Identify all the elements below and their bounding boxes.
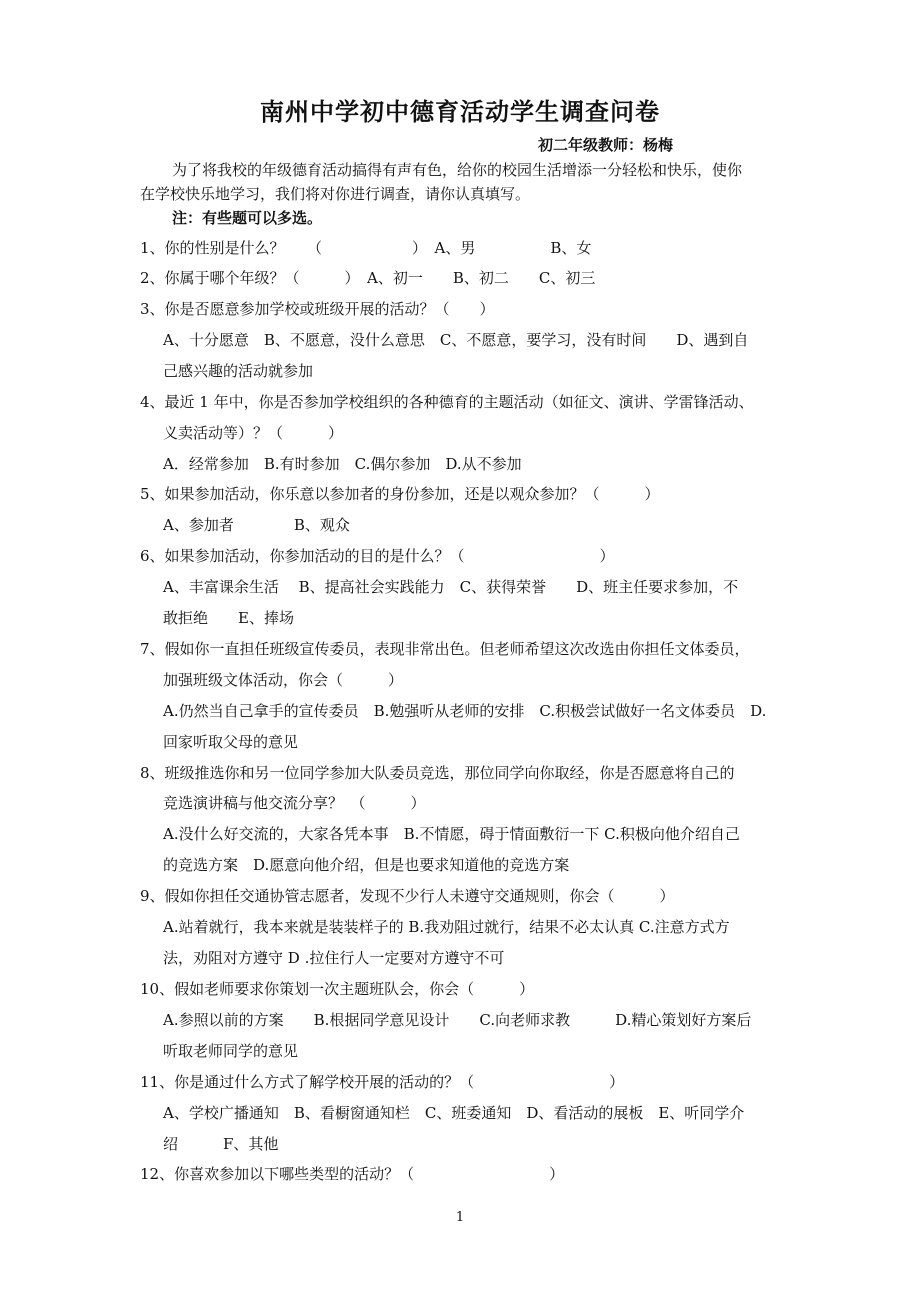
option-line: A.站着就行，我本来就是装装样子的 B.我劝阻过就行，结果不必太认真 C.注意方式方 xyxy=(163,918,730,936)
option-line: A.参照以前的方案 B.根据同学意见设计 C.向老师求教 D.精心策划好方案后 xyxy=(163,1011,752,1029)
question-line: 2、你属于哪个年级？（ ） A、初一 B、初二 C、初三 xyxy=(140,269,596,287)
page-number: 1 xyxy=(455,1210,465,1225)
option-line: 绍 F、其他 xyxy=(163,1135,279,1153)
option-line: 敢拒绝 E、捧场 xyxy=(163,609,294,627)
question-line: 3、你是否愿意参加学校或班级开展的活动？（ ） xyxy=(140,300,495,318)
option-line: A、丰富课余生活 B、提高社会实践能力 C、获得荣誉 D、班主任要求参加，不 xyxy=(163,578,739,596)
question-line: 竞选演讲稿与他交流分享？ （ ） xyxy=(163,794,426,812)
teacher-line: 初二年级教师：杨梅 xyxy=(538,136,674,154)
intro-line: 在学校快乐地学习，我们将对你进行调查，请你认真填写。 xyxy=(140,185,531,203)
option-line: A、学校广播通知 B、看橱窗通知栏 C、班委通知 D、看活动的展板 E、听同学介 xyxy=(163,1104,745,1122)
note-line: 注：有些题可以多选。 xyxy=(172,209,323,227)
option-line: 法，劝阻对方遵守 D .拉住行人一定要对方遵守不可 xyxy=(163,949,505,967)
option-line: A．经常参加 B.有时参加 C.偶尔参加 D.从不参加 xyxy=(163,455,522,473)
question-line: 11、你是通过什么方式了解学校开展的活动的？（ ） xyxy=(140,1073,625,1091)
option-line: 回家听取父母的意见 xyxy=(163,733,299,751)
question-line: 7、假如你一直担任班级宣传委员，表现非常出色。但老师希望这次改选由你担任文体委员， xyxy=(140,640,750,658)
question-line: 6、如果参加活动，你参加活动的目的是什么？（ ） xyxy=(140,547,615,565)
option-line: A、参加者 B、观众 xyxy=(163,516,350,534)
question-line: 5、如果参加活动，你乐意以参加者的身份参加，还是以观众参加？（ ） xyxy=(140,485,660,503)
question-line: 加强班级文体活动，你会（ ） xyxy=(163,671,404,689)
question-line: 8、班级推选你和另一位同学参加大队委员竞选，那位同学向你取经，你是否愿意将自己的 xyxy=(140,764,735,782)
question-line: 12、你喜欢参加以下哪些类型的活动？（ ） xyxy=(140,1165,565,1183)
question-line: 义卖活动等）？（ ） xyxy=(163,424,344,442)
question-line: 4、最近 1 年中，你是否参加学校组织的各种德育的主题活动（如征文、演讲、学雷锋活动、 xyxy=(140,393,754,411)
option-line: 的竞选方案 D.愿意向他介绍，但是也要求知道他的竞选方案 xyxy=(163,856,570,874)
option-line: 听取老师同学的意见 xyxy=(163,1042,299,1060)
option-line: A、十分愿意 B、不愿意，没什么意思 C、不愿意，要学习，没有时间 D、遇到自 xyxy=(163,331,749,349)
question-line: 9、假如你担任交通协管志愿者，发现不少行人未遵守交通规则，你会（ ） xyxy=(140,887,675,905)
option-line: A.仍然当自己拿手的宣传委员 B.勉强听从老师的安排 C.积极尝试做好一名文体委员 D. xyxy=(163,702,767,720)
question-line: 1、你的性别是什么？ （ ） A、男 B、女 xyxy=(140,239,592,257)
option-line: 己感兴趣的活动就参加 xyxy=(163,362,314,380)
document-title: 南州中学初中德育活动学生调查问卷 xyxy=(260,98,660,126)
option-line: A.没什么好交流的，大家各凭本事 B.不情愿，碍于情面敷衍一下 C.积极向他介绍自己 xyxy=(163,825,740,843)
intro-line: 为了将我校的年级德育活动搞得有声有色，给你的校园生活增添一分轻松和快乐，使你 xyxy=(172,161,743,179)
question-line: 10、假如老师要求你策划一次主题班队会，你会（ ） xyxy=(140,980,535,998)
